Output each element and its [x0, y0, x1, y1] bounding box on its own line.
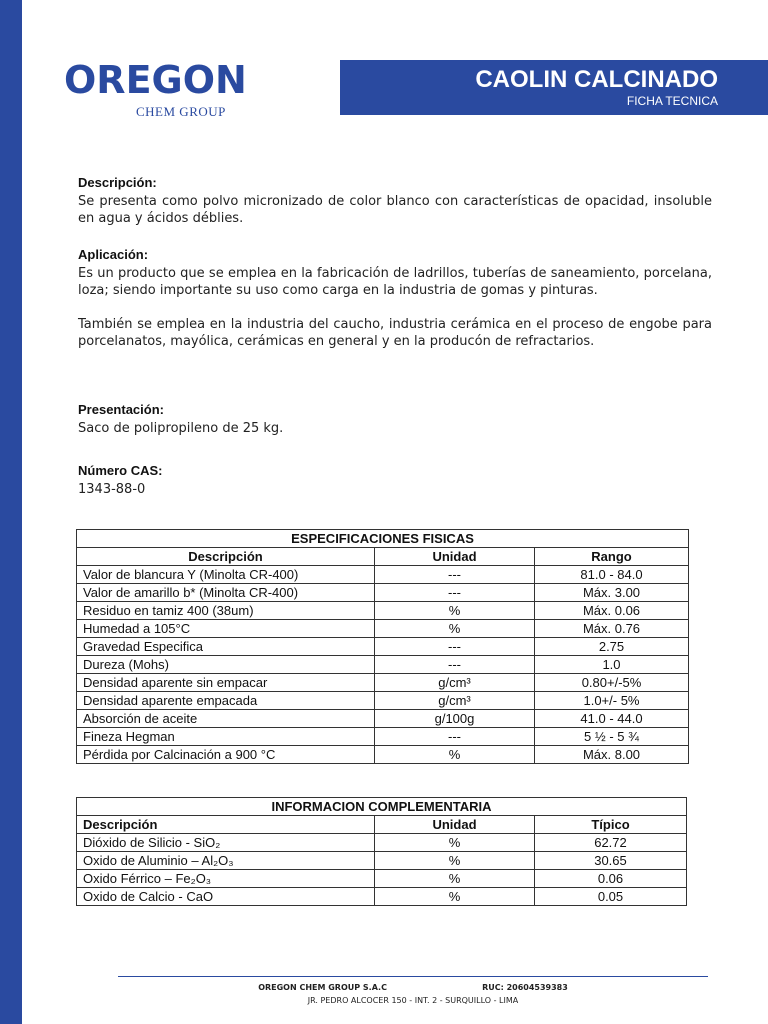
company-logo: [64, 58, 274, 124]
section-text: Es un producto que se emplea en la fabricación de ladrillos, tuberías de saneamiento, porcelana, loza; siendo importante su uso como carga en la industria de gomas y pinturas.: [78, 266, 712, 298]
footer-company: OREGON CHEM GROUP S.A.C: [258, 983, 387, 992]
table-cell: %: [375, 834, 535, 852]
table-row: [77, 602, 689, 620]
section-text: Saco de polipropileno de 25 kg.: [78, 421, 284, 436]
table-title: ESPECIFICACIONES FISICAS: [77, 530, 689, 548]
logo-wordmark: OREGON: [64, 58, 247, 102]
table-cell: 0.05: [535, 888, 687, 906]
table-row: [77, 852, 687, 870]
table-row: [77, 620, 689, 638]
table-cell: 81.0 - 84.0: [535, 566, 689, 584]
table-cell: %: [375, 852, 535, 870]
table-cell: Oxido de Aluminio – Al₂O₃: [77, 852, 375, 870]
table-cell: 0.06: [535, 870, 687, 888]
table-cell: Absorción de aceite: [77, 710, 375, 728]
table-row: [77, 638, 689, 656]
section-text-2: También se emplea en la industria del caucho, industria cerámica en el proceso de engobe para porcelanatos, mayólica, cerámicas en general y en la producón de refractarios.: [78, 317, 712, 349]
section-text: Se presenta como polvo micronizado de color blanco con características de opacidad, insoluble en agua y ácidos déblies.: [78, 194, 712, 226]
table-cell: Fineza Hegman: [77, 728, 375, 746]
table-cell: Máx. 3.00: [535, 584, 689, 602]
section-heading: Aplicación:: [78, 247, 149, 262]
table-cell: Humedad a 105°C: [77, 620, 375, 638]
title-banner: [340, 60, 768, 115]
section-heading: Presentación:: [78, 402, 164, 417]
table-cell: Dureza (Mohs): [77, 656, 375, 674]
table-cell: Residuo en tamiz 400 (38um): [77, 602, 375, 620]
table-title: INFORMACION COMPLEMENTARIA: [77, 798, 687, 816]
table-cell: %: [375, 870, 535, 888]
section-cas: [78, 463, 712, 498]
section-text: 1343-88-0: [78, 482, 146, 497]
table-row: [77, 746, 689, 764]
column-header: Descripción: [77, 816, 375, 834]
table-row: [77, 834, 687, 852]
column-header: Descripción: [77, 548, 375, 566]
table-cell: Oxido Férrico – Fe₂O₃: [77, 870, 375, 888]
table-cell: ---: [375, 638, 535, 656]
specs-table: [76, 529, 689, 764]
table-cell: Máx. 8.00: [535, 746, 689, 764]
table-row: [77, 584, 689, 602]
table-cell: %: [375, 746, 535, 764]
table-cell: g/cm³: [375, 692, 535, 710]
table-row: [77, 674, 689, 692]
table-cell: Valor de amarillo b* (Minolta CR-400): [77, 584, 375, 602]
table-row: [77, 888, 687, 906]
table-cell: %: [375, 888, 535, 906]
logo-subtitle: CHEM GROUP: [136, 104, 226, 119]
table-cell: 0.80+/-5%: [535, 674, 689, 692]
table-cell: ---: [375, 728, 535, 746]
table-cell: Dióxido de Silicio - SiO₂: [77, 834, 375, 852]
table-cell: 1.0: [535, 656, 689, 674]
table-cell: g/100g: [375, 710, 535, 728]
column-header: Típico: [535, 816, 687, 834]
table-row: [77, 728, 689, 746]
table-cell: Pérdida por Calcinación a 900 °C: [77, 746, 375, 764]
table-cell: Densidad aparente empacada: [77, 692, 375, 710]
section-heading: Descripción:: [78, 175, 157, 190]
footer-company-line: [118, 983, 708, 992]
footer-ruc: RUC: 20604539383: [482, 983, 568, 992]
table-cell: Valor de blancura Y (Minolta CR-400): [77, 566, 375, 584]
table-cell: ---: [375, 566, 535, 584]
table-cell: Gravedad Especifica: [77, 638, 375, 656]
table-cell: 30.65: [535, 852, 687, 870]
table-cell: 62.72: [535, 834, 687, 852]
table-cell: Máx. 0.76: [535, 620, 689, 638]
table-cell: Oxido de Calcio - CaO: [77, 888, 375, 906]
column-header: Unidad: [375, 816, 535, 834]
section-heading: Número CAS:: [78, 463, 163, 478]
table-row: [77, 710, 689, 728]
table-row: [77, 656, 689, 674]
column-header: Unidad: [375, 548, 535, 566]
table-cell: Densidad aparente sin empacar: [77, 674, 375, 692]
info-table: [76, 797, 687, 906]
table-cell: 41.0 - 44.0: [535, 710, 689, 728]
table-cell: 1.0+/- 5%: [535, 692, 689, 710]
table-row: [77, 692, 689, 710]
table-cell: g/cm³: [375, 674, 535, 692]
footer-address: JR. PEDRO ALCOCER 150 - INT. 2 - SURQUILLO - LIMA: [307, 996, 519, 1005]
page-title: CAOLIN CALCINADO: [475, 66, 718, 93]
section-descripcion: [78, 175, 712, 227]
footer-divider: [118, 976, 708, 977]
table-cell: Máx. 0.06: [535, 602, 689, 620]
page-subtitle: FICHA TECNICA: [626, 94, 718, 108]
table-cell: 5 ½ - 5 ¾: [535, 728, 689, 746]
table-row: [77, 566, 689, 584]
table-cell: %: [375, 602, 535, 620]
table-cell: 2.75: [535, 638, 689, 656]
table-cell: %: [375, 620, 535, 638]
section-aplicacion: [78, 247, 712, 350]
table-row: [77, 870, 687, 888]
left-accent-bar: [0, 0, 22, 1024]
section-presentacion: [78, 402, 712, 437]
column-header: Rango: [535, 548, 689, 566]
table-cell: ---: [375, 656, 535, 674]
table-cell: ---: [375, 584, 535, 602]
